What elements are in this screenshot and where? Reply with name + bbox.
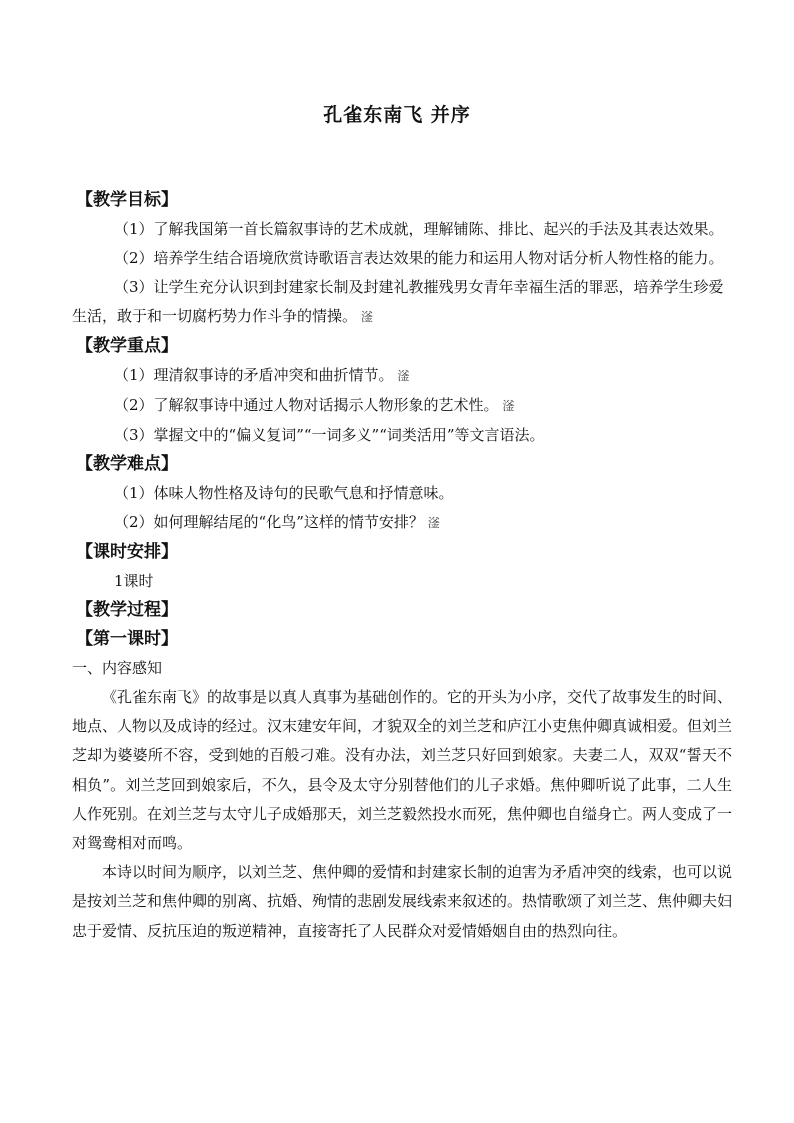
document-body (72, 186, 732, 946)
margin-mark: 滏 (502, 399, 515, 413)
section-heading-key-points: 【教学重点】 (76, 336, 178, 356)
difficulty-item-2-text: （2）如何理解结尾的“化鸟”这样的情节安排？ (114, 513, 424, 531)
schedule-text: 1课时 (114, 572, 154, 590)
key-item-1 (72, 361, 732, 391)
difficulty-item-2 (72, 508, 732, 538)
section-heading-difficulties: 【教学难点】 (76, 454, 178, 474)
part-one-title: 一、内容感知 (72, 659, 163, 677)
margin-mark: 滏 (397, 369, 410, 383)
key-item-3: （3）掌握文中的“偏义复词”“一词多义”“词类活用”等文言语法。 (114, 426, 545, 444)
section-heading-goals: 【教学目标】 (76, 190, 178, 210)
key-item-1-text: （1）理清叙事诗的矛盾冲突和曲折情节。 (114, 366, 394, 384)
goal-item-3 (72, 273, 732, 332)
margin-mark: 滏 (427, 516, 440, 530)
goal-item-3-text: （3）让学生充分认识到封建家长制及封建礼教摧残男女青年幸福生活的罪恶，培养学生珍爱生活，敢于和一切腐朽势力作斗争的情操。 (72, 278, 724, 325)
document-title: 孔雀东南飞 并序 (323, 104, 471, 126)
key-item-2 (72, 391, 732, 421)
goal-item-2: （2）培养学生结合语境欣赏诗歌语言表达效果的能力和运用人物对话分析人物性格的能力。 (114, 249, 724, 267)
body-paragraph-2: 本诗以时间为顺序，以刘兰芝、焦仲卿的爱情和封建家长制的迫害为矛盾冲突的线索，也可以说是按刘兰芝和焦仲卿的别离、抗婚、殉情的悲剧发展线索来叙述的。热情歌颂了刘兰芝、焦仲卿夫妇忠于爱情、反抗压迫的叛逆精神，直接寄托了人民群众对爱情婚姻自由的热烈向往。 (72, 863, 733, 940)
section-heading-process: 【教学过程】 (76, 600, 178, 620)
margin-mark: 滏 (361, 310, 374, 324)
section-heading-schedule: 【课时安排】 (76, 542, 178, 562)
goal-item-1: （1）了解我国第一首长篇叙事诗的艺术成就，理解铺陈、排比、起兴的手法及其表达效果。 (114, 220, 724, 238)
key-item-2-text: （2）了解叙事诗中通过人物对话揭示人物形象的艺术性。 (114, 396, 499, 414)
body-paragraph-1: 《孔雀东南飞》的故事是以真人真事为基础创作的。它的开头为小序，交代了故事发生的时间、地点、人物以及成诗的经过。汉末建安年间，才貌双全的刘兰芝和庐江小吏焦仲卿真诚相爱。但刘兰芝却为婆婆所不容，受到她的百般刁难。没有办法，刘兰芝只好回到娘家。夫妻二人，双双“誓天不相负”。刘兰芝回到娘家后，不久，县令及太守分别替他们的儿子求婚。焦仲卿听说了此事，二人生人作死别。在刘兰芝与太守儿子成婚那天，刘兰芝毅然投水而死，焦仲卿也自缢身亡。两人变成了一对鸳鸯相对而鸣。 (72, 688, 733, 853)
section-heading-lesson-one: 【第一课时】 (76, 629, 178, 649)
difficulty-item-1: （1）体味人物性格及诗句的民歌气息和抒情意味。 (114, 484, 454, 502)
